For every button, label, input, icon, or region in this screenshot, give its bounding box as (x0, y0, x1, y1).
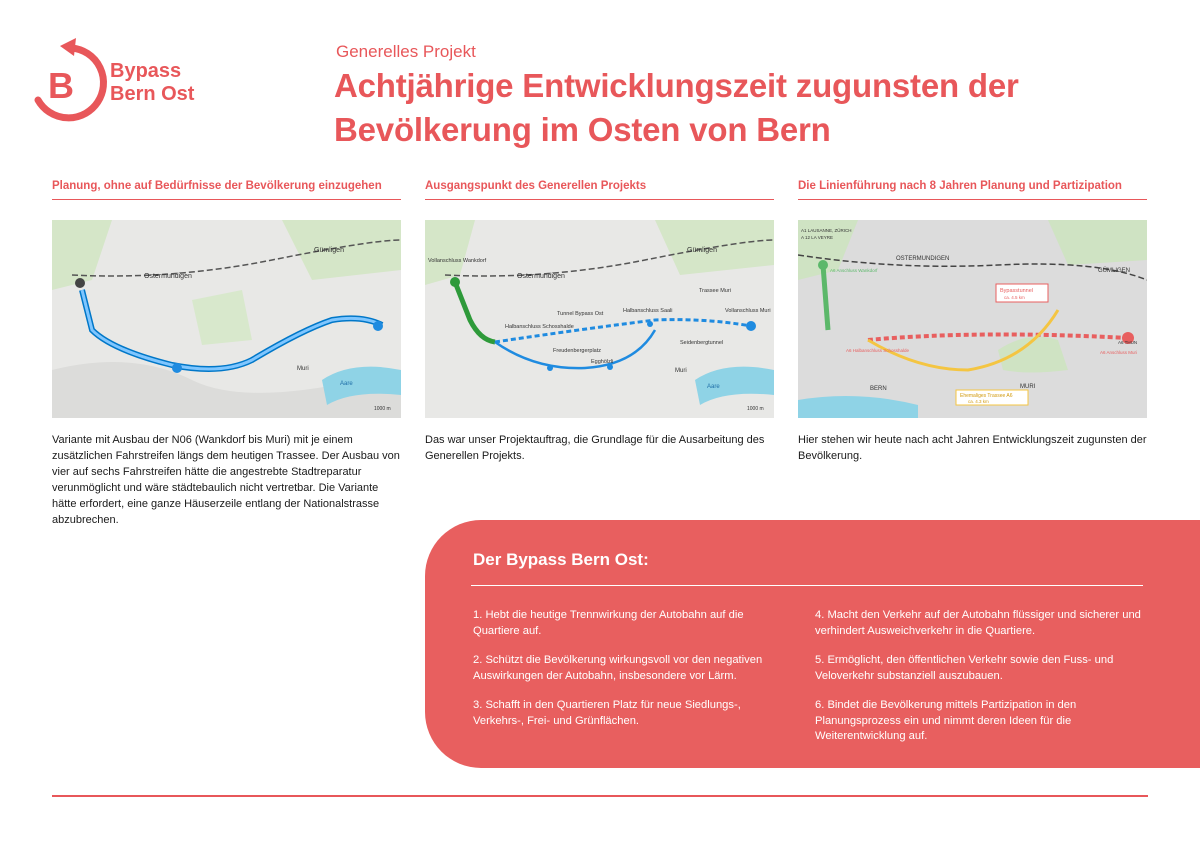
map-widening-variant (52, 220, 401, 418)
svg-text:Freudenbergerplatz: Freudenbergerplatz (553, 348, 602, 354)
svg-text:ca. 4.3 km: ca. 4.3 km (968, 399, 989, 404)
benefits-list-left (473, 608, 788, 743)
svg-text:GÜMLIGEN: GÜMLIGEN (1098, 268, 1131, 274)
panel-divider (471, 585, 1143, 586)
brand-name-line1: Bypass (110, 60, 182, 82)
bypass-benefits-panel (425, 520, 1200, 768)
svg-text:Aare: Aare (340, 381, 353, 387)
svg-text:Trassee Muri: Trassee Muri (699, 288, 731, 294)
svg-text:Vollanschluss Wankdorf: Vollanschluss Wankdorf (428, 258, 487, 264)
svg-text:Gümligen: Gümligen (687, 247, 717, 254)
svg-text:ca. 4.5 km: ca. 4.5 km (1004, 295, 1025, 300)
svg-text:MURI: MURI (1020, 384, 1036, 390)
svg-text:1000 m: 1000 m (747, 406, 764, 412)
svg-text:Tunnel Bypass Ost: Tunnel Bypass Ost (557, 311, 604, 317)
brand-name-line2: Bern Ost (110, 83, 195, 105)
svg-text:A6 THUN: A6 THUN (1118, 340, 1138, 345)
svg-text:A1 LAUSANNE, ZÜRICH: A1 LAUSANNE, ZÜRICH (801, 228, 852, 233)
benefits-list-right (815, 608, 1145, 759)
svg-text:A6 Halbanschluss Schosshalde: A6 Halbanschluss Schosshalde (846, 348, 910, 353)
panel-title: Der Bypass Bern Ost: (473, 550, 649, 569)
svg-text:Ehemaliges Trassee A6: Ehemaliges Trassee A6 (960, 393, 1013, 399)
map-final-route (798, 220, 1147, 418)
svg-text:1000 m: 1000 m (374, 406, 391, 412)
brand-name (110, 60, 194, 106)
svg-text:Gümligen: Gümligen (314, 247, 344, 254)
svg-text:A6 Anschluss Muri: A6 Anschluss Muri (1100, 350, 1138, 355)
list-item: 2. Schützt die Bevölkerung wirkungsvoll vor den negativen Auswirkungen der Autobahn, insbesondere vor Lärm. (473, 654, 763, 682)
svg-text:OSTERMUNDIGEN: OSTERMUNDIGEN (896, 256, 950, 262)
column-current-route (798, 180, 1147, 464)
column-body: Hier stehen wir heute nach acht Jahren Entwicklungszeit zugunsten der Bevölkerung. (798, 434, 1147, 462)
column-starting-point (425, 180, 774, 464)
svg-text:Halbanschluss Schosshalde: Halbanschluss Schosshalde (505, 324, 574, 330)
svg-text:Ostermundigen: Ostermundigen (144, 273, 192, 280)
page-kicker: Generelles Projekt (336, 42, 476, 61)
column-title: Die Linienführung nach 8 Jahren Planung und Partizipation (798, 180, 1147, 200)
list-item: 5. Ermöglicht, den öffentlichen Verkehr sowie den Fuss- und Veloverkehr substanziell auszubauen. (815, 654, 1114, 682)
svg-text:Muri: Muri (297, 366, 309, 372)
svg-text:BERN: BERN (870, 386, 887, 392)
svg-text:Muri: Muri (675, 368, 687, 374)
column-title: Ausgangspunkt des Generellen Projekts (425, 180, 774, 200)
svg-text:Seidenbergtunnel: Seidenbergtunnel (680, 340, 724, 346)
column-body: Das war unser Projektauftrag, die Grundlage für die Ausarbeitung des Generellen Projekts. (425, 434, 765, 462)
svg-text:Ostermundigen: Ostermundigen (517, 273, 565, 280)
map-project-start (425, 220, 774, 418)
svg-text:A6 Anschluss Wankdorf: A6 Anschluss Wankdorf (830, 268, 878, 273)
list-item: 6. Bindet die Bevölkerung mittels Partizipation in den Planungsprozess ein und nimmt deren Ideen für die Weiterentwicklung auf. (815, 699, 1077, 742)
list-item: 1. Hebt die heutige Trennwirkung der Autobahn auf die Quartiere auf. (473, 609, 744, 637)
column-body: Variante mit Ausbau der N06 (Wankdorf bis Muri) mit je einem zusätzlichen Fahrstreifen längs dem heutigen Trassee. Der Ausbau von vier auf sechs Fahrstreifen hätte die angestrebte Stadtreparatur verunmöglicht und wäre städtebaulich nicht vertretbar. Die Variante hätte erfordert, eine ganze Häuserzeile entlang der Nationalstrasse abzubrechen. (52, 434, 400, 526)
svg-text:Halbanschluss Saali: Halbanschluss Saali (623, 308, 673, 314)
column-existing-route (52, 180, 401, 528)
column-title: Planung, ohne auf Bedürfnisse der Bevölkerung einzugehen (52, 180, 401, 200)
footer-divider (52, 795, 1148, 797)
list-item: 4. Macht den Verkehr auf der Autobahn flüssiger und sicherer und verhindert Ausweichverkehr in die Quartiere. (815, 609, 1141, 637)
svg-text:Aare: Aare (707, 384, 720, 390)
svg-text:A 12 LA VEYRE: A 12 LA VEYRE (801, 235, 834, 240)
page-title: Achtjährige Entwicklungszeit zugunsten der Bevölkerung im Osten von Bern (334, 67, 1019, 148)
svg-text:Egghölzli: Egghölzli (591, 359, 614, 365)
svg-text:Bypasstunnel: Bypasstunnel (1000, 288, 1034, 294)
list-item: 3. Schafft in den Quartieren Platz für neue Siedlungs-, Verkehrs-, Frei- und Grünflächen. (473, 699, 741, 727)
svg-text:Vollanschluss Muri: Vollanschluss Muri (725, 308, 771, 314)
logo-letter: B (48, 65, 74, 106)
